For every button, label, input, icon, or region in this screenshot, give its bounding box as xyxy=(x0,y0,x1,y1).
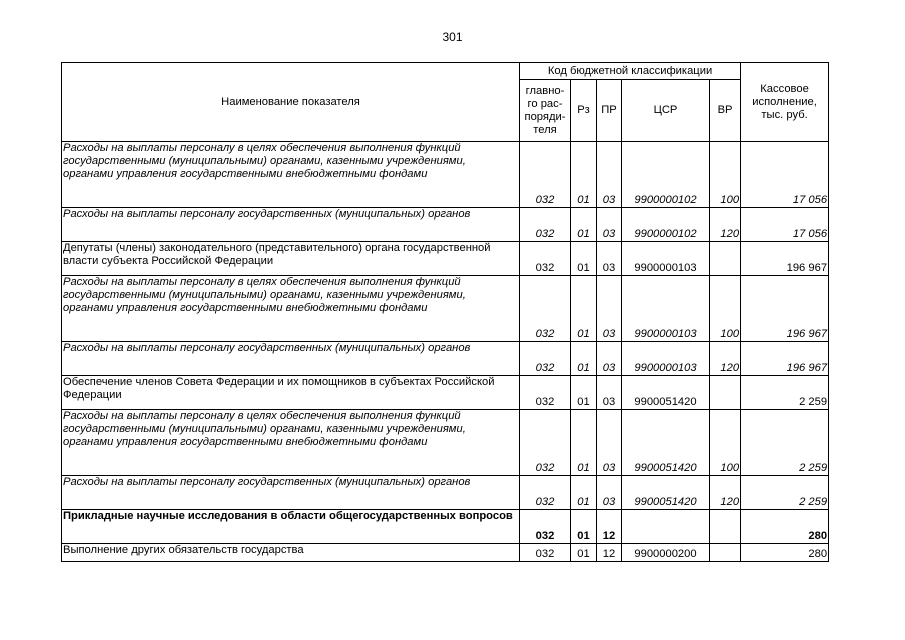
table-row xyxy=(62,142,829,208)
row-grbs: 032 xyxy=(520,544,571,562)
row-pr: 03 xyxy=(597,376,622,410)
row-rz: 01 xyxy=(571,410,597,476)
row-amount: 17 056 xyxy=(741,208,829,242)
table-row xyxy=(62,242,829,276)
row-csr: 9900000102 xyxy=(622,142,710,208)
row-grbs: 032 xyxy=(520,376,571,410)
table-row xyxy=(62,476,829,510)
row-amount: 2 259 xyxy=(741,376,829,410)
header-budget-code-group: Код бюджетной классификации xyxy=(520,63,741,80)
row-name: Расходы на выплаты персоналу государственных (муниципальных) органов xyxy=(62,342,520,376)
row-vr: 100 xyxy=(710,142,741,208)
row-grbs: 032 xyxy=(520,242,571,276)
row-grbs: 032 xyxy=(520,476,571,510)
row-pr: 12 xyxy=(597,510,622,544)
table-row xyxy=(62,510,829,544)
row-vr: 120 xyxy=(710,342,741,376)
row-pr: 12 xyxy=(597,544,622,562)
row-csr: 9900000102 xyxy=(622,208,710,242)
row-pr: 03 xyxy=(597,242,622,276)
row-csr: 9900051420 xyxy=(622,376,710,410)
row-csr: 9900000200 xyxy=(622,544,710,562)
row-rz: 01 xyxy=(571,476,597,510)
row-vr: 100 xyxy=(710,276,741,342)
row-rz: 01 xyxy=(571,376,597,410)
row-rz: 01 xyxy=(571,276,597,342)
row-vr xyxy=(710,544,741,562)
table-row xyxy=(62,276,829,342)
row-name: Расходы на выплаты персоналу в целях обеспечения выполнения функций государственными (муниципальными) органами, казенными учреждениями, органами управления государственными внебюджетными фондами xyxy=(62,142,520,208)
row-grbs: 032 xyxy=(520,142,571,208)
row-name: Выполнение других обязательств государства xyxy=(62,544,520,562)
row-name: Расходы на выплаты персоналу государственных (муниципальных) органов xyxy=(62,208,520,242)
row-grbs: 032 xyxy=(520,342,571,376)
row-pr: 03 xyxy=(597,142,622,208)
table-row xyxy=(62,544,829,562)
row-vr: 100 xyxy=(710,410,741,476)
row-pr: 03 xyxy=(597,476,622,510)
table-row xyxy=(62,410,829,476)
header-rz: Рз xyxy=(571,80,597,142)
table-row xyxy=(62,342,829,376)
row-rz: 01 xyxy=(571,208,597,242)
row-csr: 9900000103 xyxy=(622,276,710,342)
header-amount: Кассовое исполнение, тыс. руб. xyxy=(741,63,829,142)
row-csr: 9900000103 xyxy=(622,342,710,376)
row-csr: 9900000103 xyxy=(622,242,710,276)
row-vr xyxy=(710,510,741,544)
row-vr: 120 xyxy=(710,476,741,510)
row-pr: 03 xyxy=(597,342,622,376)
header-csr: ЦСР xyxy=(622,80,710,142)
budget-execution-table xyxy=(61,62,829,562)
row-csr xyxy=(622,510,710,544)
row-grbs: 032 xyxy=(520,276,571,342)
row-amount: 280 xyxy=(741,510,829,544)
row-rz: 01 xyxy=(571,510,597,544)
header-name: Наименование показателя xyxy=(62,63,520,142)
row-pr: 03 xyxy=(597,410,622,476)
header-pr: ПР xyxy=(597,80,622,142)
row-amount: 2 259 xyxy=(741,410,829,476)
row-amount: 280 xyxy=(741,544,829,562)
row-rz: 01 xyxy=(571,544,597,562)
row-csr: 9900051420 xyxy=(622,410,710,476)
row-name: Прикладные научные исследования в области общегосударственных вопросов xyxy=(62,510,520,544)
row-rz: 01 xyxy=(571,142,597,208)
row-amount: 196 967 xyxy=(741,276,829,342)
header-grbs: главно-го рас-поряди-теля xyxy=(520,80,571,142)
row-name: Обеспечение членов Совета Федерации и их помощников в субъектах Российской Федерации xyxy=(62,376,520,410)
page-number: 301 xyxy=(442,30,463,44)
row-grbs: 032 xyxy=(520,208,571,242)
row-grbs: 032 xyxy=(520,510,571,544)
row-name: Расходы на выплаты персоналу в целях обеспечения выполнения функций государственными (муниципальными) органами, казенными учреждениями, органами управления государственными внебюджетными фондами xyxy=(62,276,520,342)
row-vr: 120 xyxy=(710,208,741,242)
header-vr: ВР xyxy=(710,80,741,142)
row-grbs: 032 xyxy=(520,410,571,476)
row-amount: 196 967 xyxy=(741,342,829,376)
table-row xyxy=(62,208,829,242)
row-name: Расходы на выплаты персоналу государственных (муниципальных) органов xyxy=(62,476,520,510)
row-rz: 01 xyxy=(571,342,597,376)
row-vr xyxy=(710,376,741,410)
row-amount: 2 259 xyxy=(741,476,829,510)
row-name: Депутаты (члены) законодательного (представительного) органа государственной власти субъекта Российской Федерации xyxy=(62,242,520,276)
table-row xyxy=(62,376,829,410)
row-amount: 17 056 xyxy=(741,142,829,208)
row-csr: 9900051420 xyxy=(622,476,710,510)
row-rz: 01 xyxy=(571,242,597,276)
row-vr xyxy=(710,242,741,276)
row-name: Расходы на выплаты персоналу в целях обеспечения выполнения функций государственными (муниципальными) органами, казенными учреждениями, органами управления государственными внебюджетными фондами xyxy=(62,410,520,476)
row-pr: 03 xyxy=(597,208,622,242)
row-pr: 03 xyxy=(597,276,622,342)
row-amount: 196 967 xyxy=(741,242,829,276)
